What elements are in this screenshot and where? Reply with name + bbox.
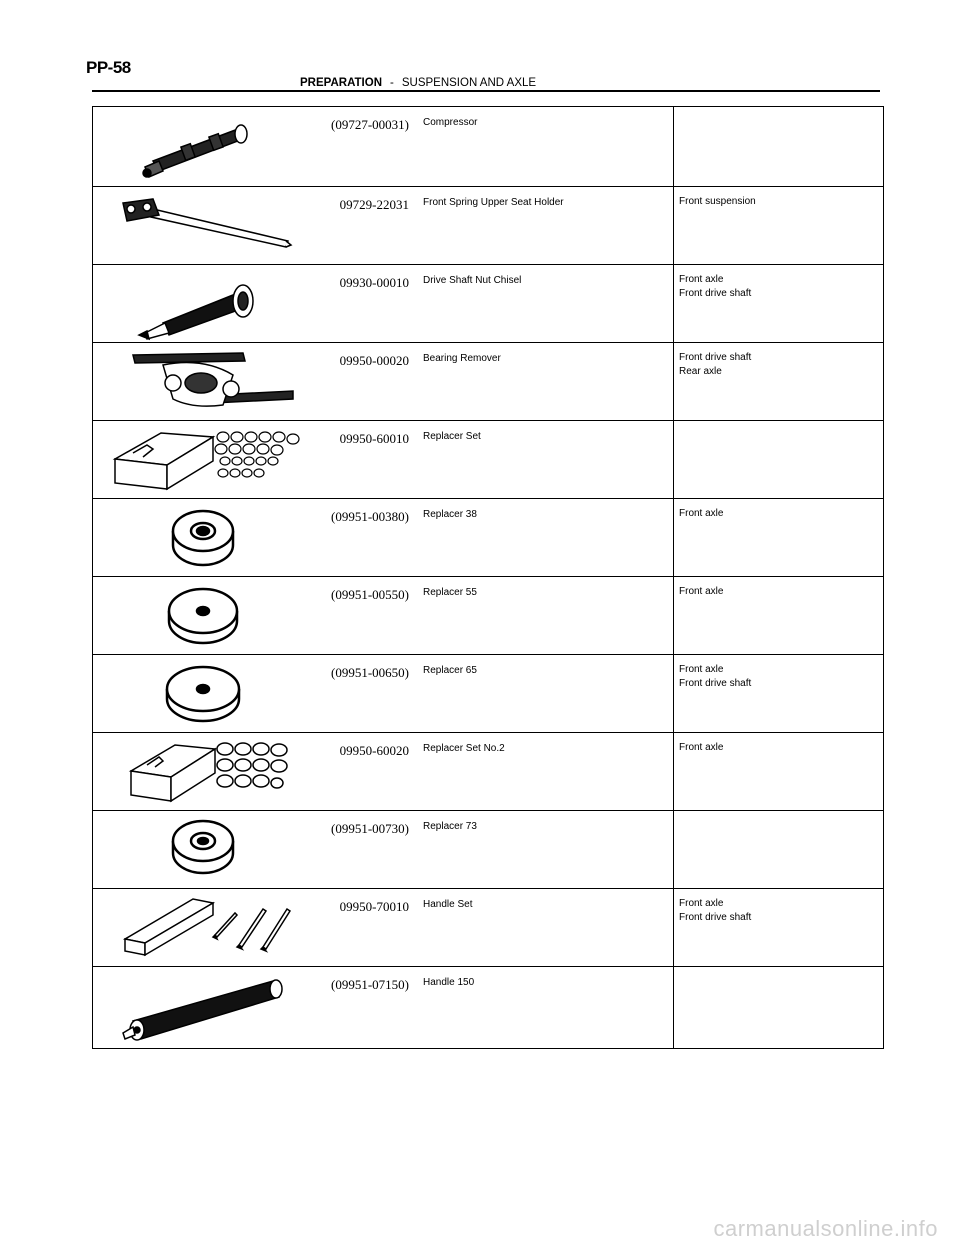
application-item: Front suspension [679,196,756,207]
page-number: PP-58 [86,58,131,77]
part-name: Bearing Remover [423,353,501,364]
part-cell [93,577,674,655]
watermark: carmanualsonline.info [713,1216,938,1241]
part-number: 09930-00010 [339,275,409,290]
replacer-disc-icon [103,813,308,887]
part-name: Replacer 73 [423,821,477,832]
table-row [93,187,884,265]
part-name: Replacer 38 [423,509,477,520]
part-number: 09950-60010 [339,431,409,446]
application-item: Front axle [679,586,724,597]
part-number: (09951-07150) [331,977,409,992]
chisel-tool-icon [103,267,308,341]
part-name: Handle 150 [423,977,475,988]
use-cell [674,733,884,811]
part-name: Replacer Set [423,431,481,442]
part-name: Compressor [423,117,478,128]
part-name: Replacer 65 [423,665,477,676]
use-cell [674,889,884,967]
application-item: Front drive shaft [679,678,752,689]
use-cell [674,967,884,1049]
use-cell [674,265,884,343]
table-row [93,107,884,187]
part-cell [93,187,674,265]
table-row [93,343,884,421]
part-cell [93,499,674,577]
part-number: (09951-00550) [331,587,409,602]
use-cell [674,655,884,733]
handle-bar-icon [103,969,308,1043]
application-item: Front drive shaft [679,352,752,363]
part-cell [93,343,674,421]
application-item: Rear axle [679,366,722,377]
table-row [93,733,884,811]
table-row [93,655,884,733]
table-row [93,811,884,889]
sst-table [92,106,884,1049]
part-number: (09951-00730) [331,821,409,836]
part-number: 09950-60020 [339,743,409,758]
use-cell [674,499,884,577]
part-cell [93,265,674,343]
header-section: PREPARATION [300,77,382,89]
part-number: (09951-00650) [331,665,409,680]
application-item: Front axle [679,742,724,753]
table-row [93,967,884,1049]
replacer-set-case-icon [103,423,308,497]
part-number: (09727-00031) [331,117,409,132]
bearing-remover-tool-icon [103,345,308,419]
replacer-set-case-icon [103,735,308,809]
part-number: 09950-70010 [339,899,409,914]
table-row [93,889,884,967]
table-row [93,499,884,577]
part-name: Replacer Set No.2 [423,743,505,754]
header-subject: SUSPENSION AND AXLE [401,77,537,89]
part-name: Replacer 55 [423,587,477,598]
application-item: Front axle [679,274,724,285]
part-cell [93,811,674,889]
use-cell [674,107,884,187]
part-number: 09729-22031 [339,197,409,212]
use-cell [674,811,884,889]
page-header [300,77,536,89]
part-number: (09951-00380) [331,509,409,524]
part-number: 09950-00020 [339,353,409,368]
part-cell [93,421,674,499]
use-cell [674,187,884,265]
part-cell [93,889,674,967]
part-cell [93,733,674,811]
use-cell [674,577,884,655]
seat-holder-tool-icon [103,189,308,263]
table-row [93,421,884,499]
application-item: Front drive shaft [679,912,752,923]
part-name: Handle Set [423,899,473,910]
use-cell [674,343,884,421]
header-dash: - [390,77,394,89]
replacer-disc-icon [103,657,308,731]
use-cell [674,421,884,499]
application-item: Front axle [679,664,724,675]
table-row [93,265,884,343]
part-cell [93,655,674,733]
handle-set-icon [103,891,308,965]
application-item: Front axle [679,508,724,519]
table-row [93,577,884,655]
part-cell [93,967,674,1049]
part-name: Front Spring Upper Seat Holder [423,197,564,208]
part-cell [93,107,674,187]
compressor-tool-icon [103,109,308,183]
application-item: Front drive shaft [679,288,752,299]
header-rule [92,90,880,92]
part-name: Drive Shaft Nut Chisel [423,275,522,286]
application-item: Front axle [679,898,724,909]
replacer-disc-icon [103,579,308,653]
replacer-disc-icon [103,501,308,575]
